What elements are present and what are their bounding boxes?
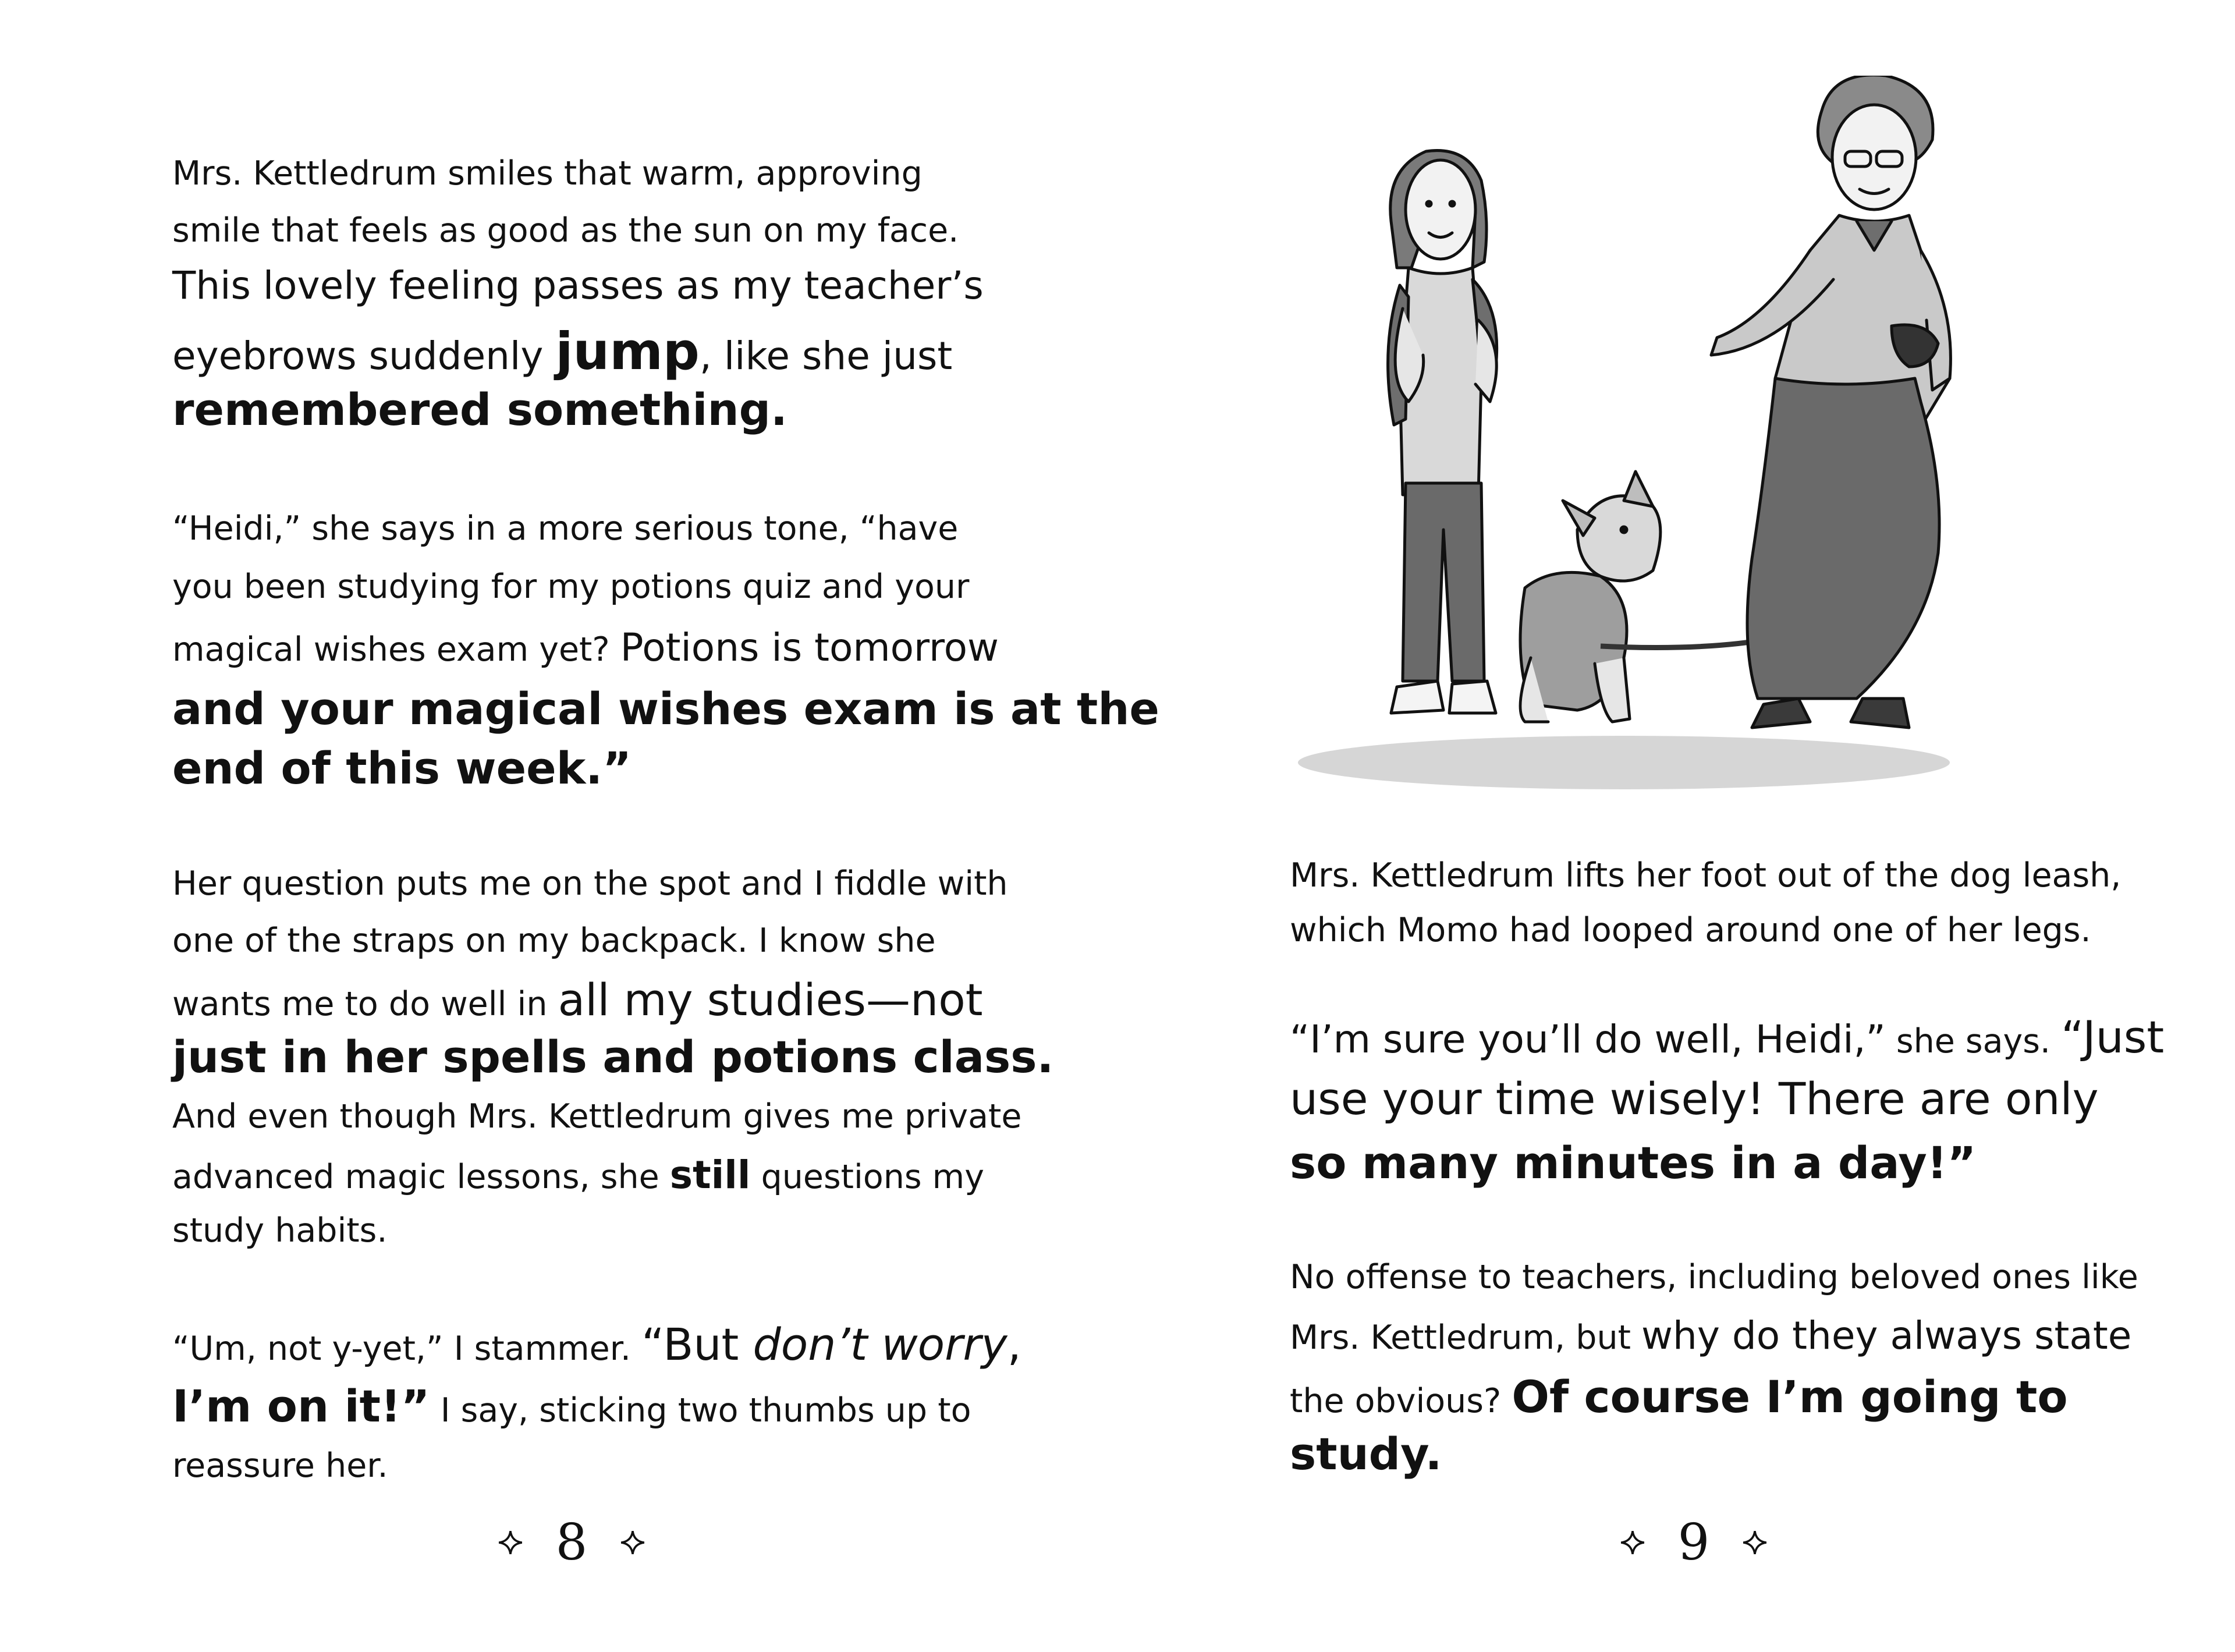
- text-line: use your time wisely! There are only: [1290, 1073, 2099, 1125]
- text-line: eyebrows suddenly jump, like she just: [172, 321, 953, 381]
- text-line: “Heidi,” she says in a more serious tone, “have: [172, 509, 959, 548]
- four-point-star-icon: [1620, 1530, 1645, 1555]
- text-line: This lovely feeling passes as my teacher’s: [172, 263, 984, 308]
- text-line: wants me to do well in all my studies—not: [172, 974, 983, 1026]
- text-line: magical wishes exam yet? Potions is tomorrow: [172, 625, 999, 670]
- text-line: reassure her.: [172, 1447, 388, 1485]
- four-point-star-icon: [498, 1530, 523, 1555]
- text-line: which Momo had looped around one of her legs.: [1290, 911, 2091, 949]
- four-point-star-icon: [1742, 1530, 1768, 1555]
- text-line: “I’m sure you’ll do well, Heidi,” she says. “Just: [1290, 1011, 2165, 1063]
- emphasis-jump: jump: [555, 321, 700, 381]
- text-line: just in her spells and potions class.: [172, 1031, 1054, 1083]
- text-line: the obvious? Of course I’m going to: [1290, 1371, 2068, 1423]
- text-line: I’m on it!” I say, sticking two thumbs up to: [172, 1380, 971, 1432]
- text-line: “Um, not y-yet,” I stammer. “But don’t worry,: [172, 1318, 1021, 1370]
- teacher-figure: [1711, 76, 1950, 728]
- text-line: Mrs. Kettledrum smiles that warm, approving: [172, 154, 923, 193]
- text-line: remembered something.: [172, 384, 787, 435]
- text-line: so many minutes in a day!”: [1290, 1137, 1977, 1189]
- page-number-right: [1577, 1513, 1810, 1572]
- text-line: And even though Mrs. Kettledrum gives me private: [172, 1097, 1022, 1136]
- dog-figure: [1520, 472, 1661, 722]
- illustration-girl-teacher-dog: [1251, 76, 2095, 809]
- page-number: 8: [555, 1513, 588, 1572]
- text-line: and your magical wishes exam is at the: [172, 683, 1159, 735]
- text-line: you been studying for my potions quiz and your: [172, 568, 970, 606]
- text-line: end of this week.”: [172, 742, 632, 794]
- text-line: Mrs. Kettledrum lifts her foot out of the dog leash,: [1290, 856, 2122, 895]
- girl-figure: [1388, 151, 1497, 713]
- text-line: No offense to teachers, including beloved ones like: [1290, 1258, 2138, 1296]
- ground-shadow: [1298, 736, 1950, 789]
- text-line: study habits.: [172, 1211, 388, 1250]
- text-line: advanced magic lessons, she still questions my: [172, 1153, 984, 1197]
- page-number-left: [455, 1513, 688, 1572]
- text-line: study.: [1290, 1428, 1442, 1480]
- page-number: 9: [1677, 1513, 1710, 1572]
- text-line: smile that feels as good as the sun on my face.: [172, 211, 959, 250]
- text-line: Mrs. Kettledrum, but why do they always state: [1290, 1313, 2132, 1358]
- text-line: one of the straps on my backpack. I know she: [172, 921, 936, 960]
- four-point-star-icon: [620, 1530, 645, 1555]
- text-line: Her question puts me on the spot and I fiddle with: [172, 864, 1008, 903]
